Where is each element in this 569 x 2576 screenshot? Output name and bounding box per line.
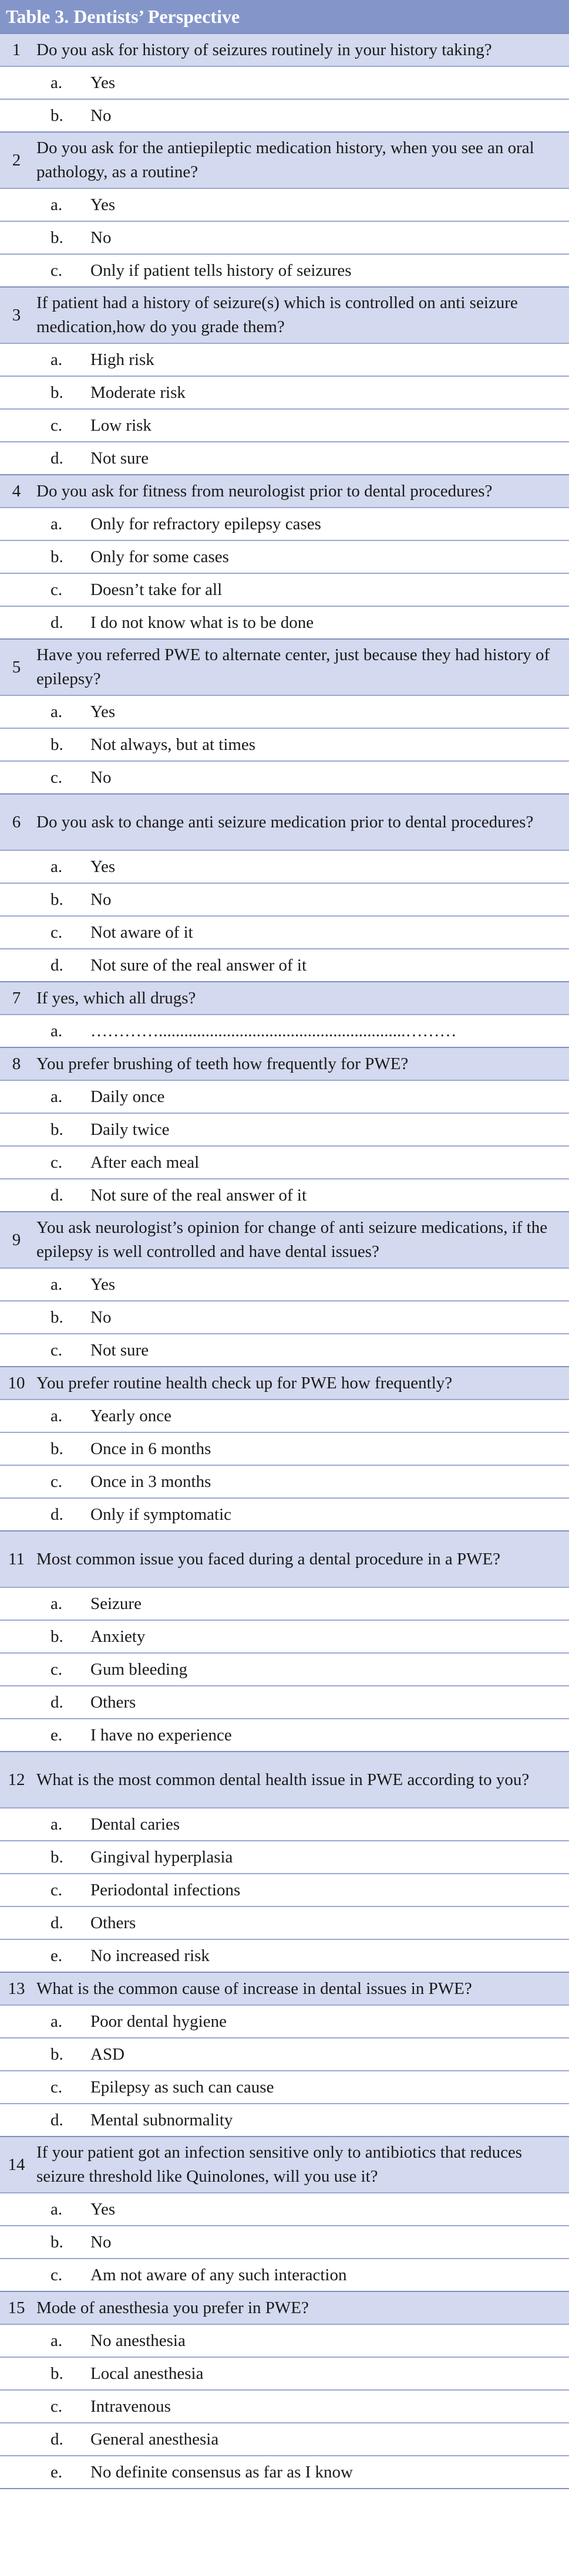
- option-letter: c.: [50, 1340, 63, 1360]
- question-text: Do you ask for history of seizures routinely in your history taking?: [36, 40, 492, 59]
- option-letter: a.: [50, 1406, 63, 1425]
- option-letter: d.: [50, 1692, 63, 1712]
- answer-option-row: [0, 1465, 569, 1497]
- option-letter: b.: [50, 1627, 63, 1646]
- question-number: 11: [8, 1549, 25, 1568]
- question-text: You prefer brushing of teeth how frequently for PWE?: [36, 1054, 409, 1073]
- option-text: Only for some cases: [90, 547, 229, 566]
- question-number: 3: [12, 305, 21, 324]
- question-row: [0, 286, 569, 343]
- question-row: [0, 1530, 569, 1587]
- option-text: No anesthesia: [90, 2331, 186, 2350]
- option-letter: e.: [50, 1725, 63, 1745]
- option-text: Not aware of it: [90, 922, 193, 942]
- question-text: If yes, which all drugs?: [36, 988, 196, 1008]
- question-number: 15: [8, 2298, 25, 2317]
- option-text: No: [90, 768, 112, 787]
- option-letter: b.: [50, 383, 63, 402]
- option-letter: c.: [50, 2396, 63, 2416]
- answer-option-row: [0, 695, 569, 728]
- option-letter: a.: [50, 2012, 63, 2031]
- question-row: [0, 1972, 569, 2004]
- answer-option-row: [0, 1399, 569, 1432]
- option-letter: e.: [50, 1946, 63, 1965]
- option-text: Others: [90, 1913, 136, 1932]
- question-row: [0, 33, 569, 66]
- option-letter: c.: [50, 2265, 63, 2284]
- answer-option-row: [0, 2455, 569, 2488]
- option-letter: a.: [50, 2331, 63, 2350]
- option-letter: b.: [50, 106, 63, 125]
- option-letter: b.: [50, 1307, 63, 1327]
- option-text: Once in 3 months: [90, 1472, 211, 1491]
- option-letter: a.: [50, 1814, 63, 1834]
- option-text: Yearly once: [90, 1406, 171, 1425]
- option-text: Only if patient tells history of seizures: [90, 261, 352, 280]
- option-text: Only for refractory epilepsy cases: [90, 514, 321, 533]
- answer-option-row: [0, 948, 569, 981]
- option-text: Only if symptomatic: [90, 1505, 232, 1524]
- option-letter: a.: [50, 1021, 63, 1040]
- option-letter: d.: [50, 1913, 63, 1932]
- answer-option-row: [0, 850, 569, 883]
- option-letter: a.: [50, 73, 63, 92]
- table-title: Table 3. Dentists’ Perspective: [0, 0, 569, 33]
- answer-option-row: [0, 1718, 569, 1751]
- question-number: 1: [12, 40, 21, 59]
- question-text: Most common issue you faced during a dental procedure in a PWE?: [36, 1549, 501, 1568]
- answer-option-row: [0, 573, 569, 606]
- answer-option-row: [0, 1145, 569, 1178]
- option-text: …………..........................................................………: [90, 1021, 457, 1040]
- answer-option-row: [0, 760, 569, 793]
- option-letter: a.: [50, 1275, 63, 1294]
- question-row: [0, 638, 569, 695]
- answer-option-row: [0, 728, 569, 760]
- option-text: Gingival hyperplasia: [90, 1847, 233, 1867]
- option-text: No: [90, 890, 112, 909]
- option-text: Anxiety: [90, 1627, 146, 1646]
- option-letter: c.: [50, 1472, 63, 1491]
- option-text: I do not know what is to be done: [90, 613, 314, 632]
- question-text: Do you ask for fitness from neurologist prior to dental procedures?: [36, 481, 493, 501]
- option-letter: b.: [50, 735, 63, 754]
- option-text: Local anesthesia: [90, 2364, 204, 2383]
- option-text: Yes: [90, 857, 116, 876]
- option-letter: d.: [50, 1505, 63, 1524]
- option-text: Yes: [90, 2199, 116, 2219]
- question-text: You prefer routine health check up for PWE how frequently?: [36, 1373, 453, 1392]
- option-text: Yes: [90, 73, 116, 92]
- answer-option-row: [0, 2070, 569, 2103]
- option-text: Moderate risk: [90, 383, 186, 402]
- answer-option-row: [0, 1840, 569, 1873]
- option-letter: c.: [50, 922, 63, 942]
- option-text: After each meal: [90, 1152, 200, 1172]
- option-text: Doesn’t take for all: [90, 580, 223, 599]
- option-text: High risk: [90, 350, 154, 369]
- question-row: [0, 2136, 569, 2192]
- answer-option-row: [0, 1873, 569, 1906]
- option-letter: d.: [50, 2110, 63, 2129]
- answer-option-row: [0, 507, 569, 540]
- answer-option-row: [0, 1178, 569, 1211]
- option-text: Gum bleeding: [90, 1659, 188, 1679]
- question-text: Do you ask to change anti seizure medication prior to dental procedures?: [36, 812, 534, 831]
- answer-option-row: [0, 606, 569, 638]
- option-text: Periodontal infections: [90, 1880, 241, 1899]
- answer-option-row: [0, 1620, 569, 1652]
- answer-option-row: [0, 883, 569, 915]
- answer-option-row: [0, 2192, 569, 2225]
- option-text: Mental subnormality: [90, 2110, 233, 2129]
- option-text: Yes: [90, 195, 116, 214]
- option-text: Low risk: [90, 415, 151, 435]
- answer-option-row: [0, 343, 569, 376]
- option-text: Daily twice: [90, 1120, 170, 1139]
- option-text: No increased risk: [90, 1946, 210, 1965]
- option-text: No: [90, 228, 112, 247]
- option-text: Not always, but at times: [90, 735, 256, 754]
- option-letter: c.: [50, 415, 63, 435]
- option-text: Not sure of the real answer of it: [90, 955, 307, 975]
- question-row: [0, 2291, 569, 2324]
- answer-option-row: [0, 188, 569, 221]
- answer-option-row: [0, 1300, 569, 1333]
- table-body: [0, 33, 569, 2488]
- question-row: [0, 1047, 569, 1080]
- question-text: What is the most common dental health issue in PWE according to you?: [36, 1770, 530, 1789]
- question-number: 13: [8, 1979, 25, 1998]
- option-text: Others: [90, 1692, 136, 1712]
- option-text: Epilepsy as such can cause: [90, 2077, 274, 2097]
- option-text: Yes: [90, 702, 116, 721]
- question-number: 10: [8, 1373, 25, 1392]
- answer-option-row: [0, 441, 569, 474]
- answer-option-row: [0, 540, 569, 573]
- question-number: 5: [12, 657, 21, 677]
- answer-option-row: [0, 376, 569, 408]
- option-letter: b.: [50, 228, 63, 247]
- option-letter: d.: [50, 613, 63, 632]
- table-bottom-rule: [0, 2488, 569, 2489]
- question-text: Have you referred PWE to alternate center, just because they had history of epilepsy?: [36, 645, 550, 688]
- option-text: No: [90, 2232, 112, 2252]
- option-text: Not sure: [90, 448, 149, 468]
- question-number: 8: [12, 1054, 21, 1073]
- option-letter: c.: [50, 261, 63, 280]
- question-row: [0, 474, 569, 507]
- question-number: 4: [12, 481, 21, 501]
- answer-option-row: [0, 1080, 569, 1113]
- answer-option-row: [0, 1587, 569, 1620]
- option-letter: c.: [50, 580, 63, 599]
- option-text: Intravenous: [90, 2396, 171, 2416]
- option-letter: a.: [50, 2199, 63, 2219]
- answer-option-row: [0, 1333, 569, 1366]
- answer-option-row: [0, 2258, 569, 2291]
- option-letter: b.: [50, 890, 63, 909]
- option-text: ASD: [90, 2044, 125, 2064]
- answer-option-row: [0, 1497, 569, 1530]
- option-text: Dental caries: [90, 1814, 180, 1834]
- option-letter: c.: [50, 1880, 63, 1899]
- question-number: 14: [8, 2155, 25, 2174]
- option-letter: a.: [50, 857, 63, 876]
- option-letter: b.: [50, 2364, 63, 2383]
- option-letter: b.: [50, 2044, 63, 2064]
- answer-option-row: [0, 408, 569, 441]
- answer-option-row: [0, 99, 569, 131]
- option-letter: e.: [50, 2462, 63, 2482]
- answer-option-row: [0, 66, 569, 99]
- option-letter: a.: [50, 514, 63, 533]
- question-text: You ask neurologist’s opinion for change of anti seizure medications, if the epilepsy is well controlled and have dental issues?: [36, 1218, 548, 1261]
- answer-option-row: [0, 2389, 569, 2422]
- option-text: Daily once: [90, 1087, 165, 1106]
- option-letter: a.: [50, 1594, 63, 1613]
- answer-option-row: [0, 2324, 569, 2357]
- answer-option-row: [0, 2037, 569, 2070]
- option-letter: a.: [50, 1087, 63, 1106]
- question-number: 2: [12, 150, 21, 170]
- option-letter: a.: [50, 350, 63, 369]
- question-row: [0, 131, 569, 188]
- question-row: [0, 1366, 569, 1399]
- option-letter: a.: [50, 195, 63, 214]
- option-text: No definite consensus as far as I know: [90, 2462, 353, 2482]
- answer-option-row: [0, 915, 569, 948]
- option-text: Once in 6 months: [90, 1439, 211, 1458]
- answer-option-row: [0, 1267, 569, 1300]
- option-letter: b.: [50, 2232, 63, 2252]
- option-letter: d.: [50, 2429, 63, 2449]
- option-text: Seizure: [90, 1594, 142, 1613]
- question-number: 7: [12, 988, 21, 1008]
- answer-option-row: [0, 1685, 569, 1718]
- answer-option-row: [0, 2225, 569, 2258]
- question-row: [0, 1751, 569, 1807]
- question-number: 6: [12, 812, 21, 831]
- option-text: Not sure of the real answer of it: [90, 1185, 307, 1205]
- answer-option-row: [0, 2422, 569, 2455]
- option-letter: d.: [50, 955, 63, 975]
- question-row: [0, 793, 569, 850]
- question-text: Do you ask for the antiepileptic medication history, when you see an oral pathology, as a routine?: [36, 138, 534, 181]
- option-letter: c.: [50, 768, 63, 787]
- option-text: Poor dental hygiene: [90, 2012, 227, 2031]
- option-text: Not sure: [90, 1340, 149, 1360]
- option-letter: c.: [50, 2077, 63, 2097]
- option-letter: b.: [50, 1120, 63, 1139]
- answer-option-row: [0, 2357, 569, 2389]
- question-number: 12: [8, 1770, 25, 1789]
- answer-option-row: [0, 2103, 569, 2136]
- option-text: No: [90, 106, 112, 125]
- answer-option-row: [0, 1939, 569, 1972]
- question-row: [0, 1211, 569, 1267]
- answer-option-row: [0, 1652, 569, 1685]
- option-text: Yes: [90, 1275, 116, 1294]
- answer-option-row: [0, 2004, 569, 2037]
- option-text: Am not aware of any such interaction: [90, 2265, 347, 2284]
- option-letter: b.: [50, 1439, 63, 1458]
- option-letter: c.: [50, 1152, 63, 1172]
- option-text: No: [90, 1307, 112, 1327]
- option-text: General anesthesia: [90, 2429, 219, 2449]
- question-text: What is the common cause of increase in dental issues in PWE?: [36, 1979, 472, 1998]
- answer-option-row: [0, 1432, 569, 1465]
- option-letter: d.: [50, 448, 63, 468]
- question-text: If your patient got an infection sensitive only to antibiotics that reduces seizure threshold like Quinolones, will you use it?: [36, 2143, 523, 2186]
- question-text: If patient had a history of seizure(s) which is controlled on anti seizure medication,how do you grade them?: [36, 293, 518, 336]
- answer-option-row: [0, 253, 569, 286]
- option-text: I have no experience: [90, 1725, 232, 1745]
- question-row: [0, 981, 569, 1014]
- answer-option-row: [0, 1807, 569, 1840]
- question-number: 9: [12, 1230, 21, 1249]
- answer-option-row: [0, 221, 569, 253]
- option-letter: b.: [50, 1847, 63, 1867]
- answer-option-row: [0, 1014, 569, 1047]
- option-letter: b.: [50, 547, 63, 566]
- option-letter: a.: [50, 702, 63, 721]
- option-letter: c.: [50, 1659, 63, 1679]
- answer-option-row: [0, 1906, 569, 1939]
- option-letter: d.: [50, 1185, 63, 1205]
- answer-option-row: [0, 1113, 569, 1145]
- question-text: Mode of anesthesia you prefer in PWE?: [36, 2298, 309, 2317]
